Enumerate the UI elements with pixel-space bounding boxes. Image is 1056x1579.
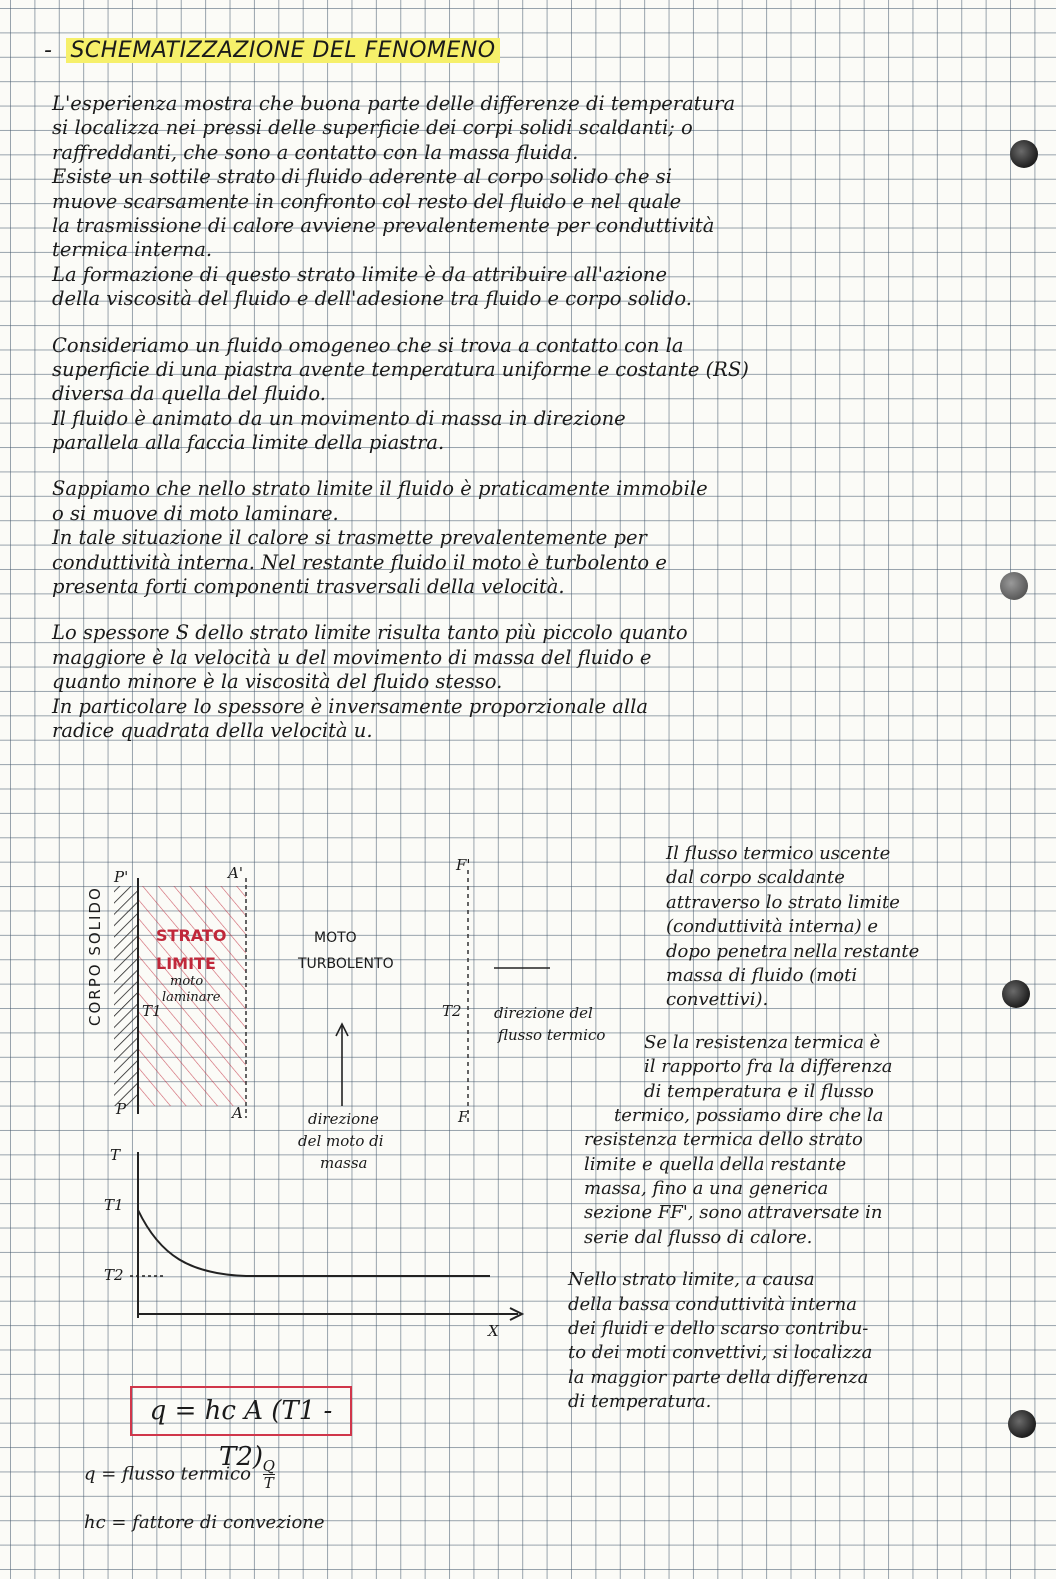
text-line: Il flusso termico uscente — [666, 843, 891, 864]
text-line: Esiste un sottile strato di fluido aderente al corpo solido che si — [52, 165, 672, 189]
text-line: termica interna. — [52, 238, 213, 262]
laminar-label-1: moto — [170, 974, 204, 989]
text-line: termico, possiamo dire che la — [614, 1104, 884, 1126]
text-line: superficie di una piastra avente temperatura uniforme e costante (RS) — [52, 357, 749, 381]
main-text — [52, 92, 972, 765]
text-line: convettivi). — [666, 989, 769, 1011]
text-line: sezione FF', sono attraversate in — [584, 1202, 883, 1224]
axis-t-label: T — [110, 1146, 121, 1164]
legend-q-fraction — [263, 1458, 275, 1491]
text-line: radice quadrata della velocità u. — [52, 718, 373, 742]
boundary-layer-label-2: LIMITE — [156, 954, 216, 973]
text-line: massa di fluido (moti — [666, 964, 858, 986]
text-line: In particolare lo spessore è inversamente proporzionale alla — [52, 694, 648, 718]
text-line: dei fluidi e dello scarso contribu- — [568, 1318, 869, 1340]
page-title — [44, 38, 500, 63]
mass-motion-label-1: direzione — [308, 1110, 379, 1128]
text-line: Nello strato limite, a causa — [568, 1269, 815, 1291]
text-line: dal corpo scaldante — [666, 867, 845, 889]
paragraph-1 — [52, 92, 972, 312]
text-line: muove scarsamente in confronto col resto del fluido e nel quale — [52, 189, 682, 213]
laminar-label-2: laminare — [162, 990, 221, 1005]
convection-formula: q = hc A (T1 - T2) — [130, 1386, 352, 1436]
t1-label: T1 — [142, 1002, 162, 1020]
solid-body-label: CORPO SOLIDO — [86, 886, 104, 1026]
text-line: Se la resistenza termica è — [644, 1031, 881, 1053]
text-line: Lo spessore S dello strato limite risulta tanto più piccolo quanto — [52, 621, 688, 645]
side-note-2 — [584, 1031, 978, 1251]
text-line: (conduttività interna) e — [666, 916, 879, 938]
fraction-denominator: T — [263, 1474, 274, 1492]
text-line: attraverso lo strato limite — [666, 891, 900, 913]
text-line: La formazione di questo strato limite è da attribuire all'azione — [52, 262, 668, 286]
fraction-numerator: Q — [262, 1457, 275, 1475]
text-line: Consideriamo un fluido omogeneo che si trova a contatto con la — [52, 333, 684, 357]
text-line: presenta forti componenti trasversali della velocità. — [52, 575, 565, 599]
point-f-bottom: F — [458, 1108, 469, 1126]
paragraph-4 — [52, 621, 972, 743]
diagram-drawing — [70, 856, 550, 1346]
turbulent-label-2: TURBOLENTO — [298, 956, 394, 972]
text-line: massa, fino a una generica — [584, 1178, 829, 1200]
text-line: In tale situazione il calore si trasmette prevalentemente per — [52, 526, 647, 550]
text-line: diversa da quella del fluido. — [52, 382, 326, 406]
axis-t2-label: T2 — [104, 1266, 124, 1284]
binder-hole-icon — [1008, 1410, 1036, 1438]
point-p-bottom: P — [116, 1100, 127, 1118]
text-line: L'esperienza mostra che buona parte delle differenze di temperatura — [52, 92, 736, 115]
mass-motion-label-2: del moto di — [298, 1132, 384, 1150]
solid-body-hatch — [114, 886, 138, 1106]
legend-q-text: q = flusso termico — [84, 1463, 251, 1485]
binder-hole-icon — [1010, 140, 1038, 168]
point-a-top: A' — [228, 864, 243, 882]
text-line: Sappiamo che nello strato limite il fluido è praticamente immobile — [52, 477, 708, 501]
t2-label: T2 — [442, 1002, 462, 1020]
axis-t1-label: T1 — [104, 1196, 124, 1214]
mass-motion-label-3: massa — [320, 1154, 368, 1172]
legend-q — [84, 1458, 275, 1491]
text-line: conduttività interna. Nel restante fluido il moto è turbolento e — [52, 550, 667, 574]
text-line: maggiore è la velocità u del movimento di massa del fluido e — [52, 645, 652, 669]
heat-flux-direction-label-1: direzione del — [494, 1004, 593, 1022]
text-line: limite e quella della restante — [584, 1153, 847, 1175]
binder-hole-icon — [1002, 980, 1030, 1008]
text-line: della viscosità del fluido e dell'adesione tra fluido e corpo solido. — [52, 287, 692, 311]
paragraph-2 — [52, 334, 972, 456]
text-line: Il fluido è animato da un movimento di massa in direzione — [52, 406, 626, 430]
text-line: o si muove di moto laminare. — [52, 501, 339, 525]
text-line: di temperatura. — [568, 1391, 712, 1413]
text-line: quanto minore è la viscosità del fluido stesso. — [52, 670, 503, 694]
text-line: raffreddanti, che sono a contatto con la massa fluida. — [52, 140, 579, 164]
heat-flux-direction-label-2: flusso termico — [498, 1026, 606, 1044]
point-p-top: P' — [114, 868, 129, 886]
text-line: si localizza nei pressi delle superficie dei corpi solidi scaldanti; o — [52, 116, 693, 140]
text-line: serie dal flusso di calore. — [584, 1226, 813, 1248]
side-note-3 — [568, 1268, 978, 1414]
side-notes — [558, 842, 978, 1433]
temperature-curve — [138, 1210, 490, 1276]
text-line: parallela alla faccia limite della piastra. — [52, 431, 445, 455]
text-line: to dei moti convettivi, si localizza — [568, 1342, 873, 1364]
text-line: della bassa conduttività interna — [568, 1293, 857, 1315]
side-note-1 — [666, 842, 978, 1013]
text-line: resistenza termica dello strato — [584, 1129, 863, 1151]
title-dash: - — [44, 38, 53, 63]
turbulent-label-1: MOTO — [314, 930, 357, 946]
text-line: la trasmissione di calore avviene prevalentemente per conduttività — [52, 213, 715, 237]
text-line: il rapporto fra la differenza — [644, 1056, 893, 1078]
boundary-layer-label: STRATO — [156, 926, 227, 945]
legend-hc: hc = fattore di convezione — [84, 1512, 325, 1533]
point-f-top: F' — [456, 856, 471, 874]
axis-x-label: X — [488, 1322, 499, 1340]
text-line: dopo penetra nella restante — [666, 940, 920, 962]
title-highlight: SCHEMATIZZAZIONE DEL FENOMENO — [66, 38, 499, 63]
text-line: di temperatura e il flusso — [644, 1080, 874, 1102]
text-line: la maggior parte della differenza — [568, 1366, 869, 1388]
point-a-bottom: A — [232, 1104, 243, 1122]
binder-hole-icon — [1000, 572, 1028, 600]
paragraph-3 — [52, 477, 972, 599]
